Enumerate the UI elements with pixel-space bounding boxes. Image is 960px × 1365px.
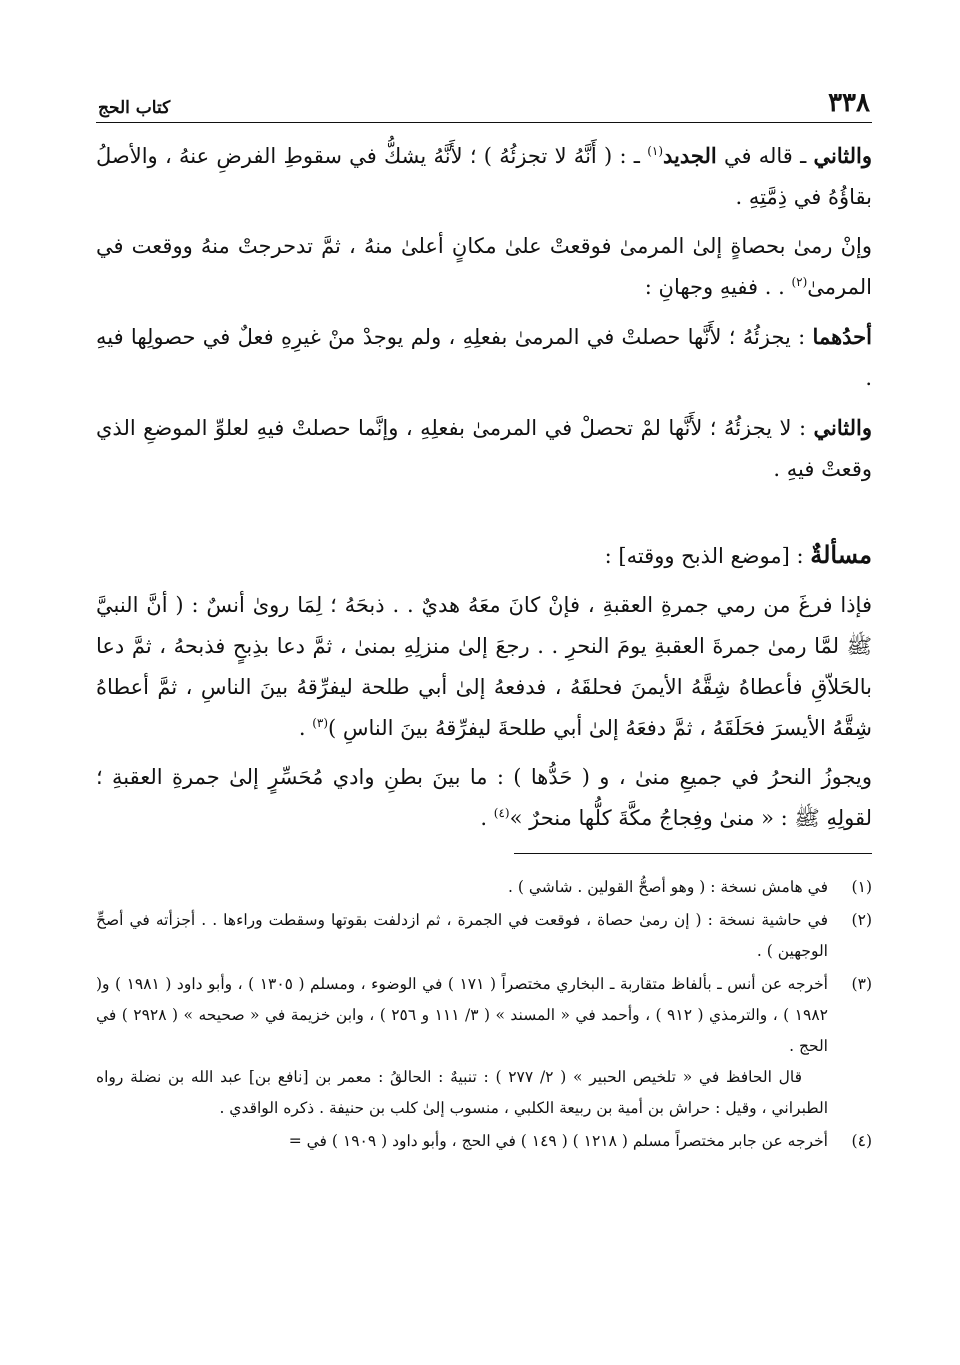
- paragraph-3-lead: أحدُهما: [812, 324, 872, 349]
- footnote-text: في حاشية نسخة : ( إن رمىٰ حصاة ، فوقعت في الجمرة ، ثم ازدلفت بقوتها وسقطت وراءها . . أجزأته في أصحِّ الوجهين ) .: [96, 911, 828, 960]
- paragraph-2-tail: . . ففيهِ وجهانِ :: [644, 275, 792, 299]
- paragraph-1-text-a: ـ قاله في: [716, 144, 814, 168]
- paragraph-1-lead: والثاني: [813, 143, 872, 168]
- paragraph-4: [96, 407, 872, 490]
- footnote-3: [96, 969, 872, 1124]
- question-word: مسألةٌ: [810, 540, 872, 569]
- footnote-ref-1[interactable]: (١): [647, 144, 664, 158]
- paragraph-6-tail: .: [480, 806, 494, 830]
- footnote-number: (١): [851, 878, 872, 896]
- paragraph-4-text: : لا يجزئُهُ ؛ لأَنَّها لمْ تحصلْ في المرمىٰ بفعلِهِ ، وإنَّما حصلتْ فيهِ لعلوِّ الموضعِ الذي وقعتْ فيهِ .: [96, 416, 872, 481]
- footnote-number: (٢): [851, 911, 872, 929]
- paragraph-3: [96, 316, 872, 399]
- book-title: كتاب الحج: [98, 98, 171, 118]
- footnote-text-continued: قال الحافظ في « تلخيص الحبير » ( ٢/ ٢٧٧ ) : تنبيهٌ : الحالقُ : معمر بن [نافع بن] عبد الله بن نضلة رواه الطبراني ، وقيل : حراش بن أمية بن ربيعة الكلبي ، منسوب إلىٰ كلب بن حنيفة . ذكره الواقدي .: [96, 1068, 828, 1117]
- footnote-text: أخرجه عن جابر مختصراً مسلم ( ١٢١٨ ) ( ١٤٩ ) في الحج ، وأبو داود ( ١٩٠٩ ) في =: [288, 1132, 828, 1150]
- footnote-number: (٤): [851, 1132, 872, 1150]
- footnote-1: [96, 872, 872, 903]
- paragraph-1-text-b: ـ : ( أَنَّهُ لا تجزئُهُ ) ؛ لأَنَّهُ يشكُّ في سقوطِ الفرضِ عنهُ ، والأصلُ بقاؤُهُ في ذِمَّتِهِ .: [96, 144, 872, 209]
- paragraph-3-text: : يجزئُهُ ؛ لأَنَّها حصلتْ في المرمىٰ بفعلِهِ ، ولم يوجدْ منْ غيرِهِ فعلٌ في حصولِها فيهِ .: [96, 325, 872, 390]
- question-heading: [96, 534, 872, 577]
- paragraph-4-lead: والثاني: [813, 415, 872, 440]
- footnote-ref-4[interactable]: (٤): [493, 806, 510, 820]
- question-title: : [موضع الذبح ووقته] :: [604, 544, 811, 568]
- footnote-2: [96, 905, 872, 967]
- footnote-text: في هامش نسخة : ( وهو أصحُّ القولين . شاشي ) .: [508, 878, 828, 896]
- footnote-ref-3[interactable]: (٣): [312, 716, 329, 730]
- paragraph-6-text: ويجوزُ النحرُ في جميعِ منىٰ ، و ( حَدُّها ) : ما بينَ بطنِ وادي مُحَسِّرٍ إلىٰ جمرةِ العقبةِ ؛ لقولِهِ ﷺ : « منىٰ وفِجاجُ مكَّةَ كلُّها منحرٌ »: [96, 765, 872, 830]
- footnote-divider: [514, 853, 872, 854]
- main-text: [96, 135, 872, 839]
- paragraph-5-text: فإذا فرغَ من رمي جمرةِ العقبةِ ، فإنْ كانَ معَهُ هديٌ . . ذبحَهُ ؛ لِمَا روىٰ أنسٌ : ( أنَّ النبيَّ ﷺ لمَّا رمىٰ جمرةَ العقبةِ يومَ النحرِ . . رجعَ إلىٰ منزلِهِ بمنىٰ ، ثمَّ دعا بذِبحٍ فذبحهُ ، ثمَّ دعا بالحَلاّقِ فأعطاهُ شِقَّهُ الأيمنَ فحلقَهُ ، فدفعهُ إلىٰ أبي طلحة ليفرِّقهُ بينَ الناسِ ، ثمَّ أعطاهُ شِقَّهُ الأيسرَ فحَلَقَهُ ، ثمَّ دفعَهُ إلىٰ أبي طلحةَ ليفرِّقهُ بينَ الناسِ ): [96, 593, 872, 740]
- footnote-number: (٣): [851, 975, 872, 993]
- footnote-4: [96, 1126, 872, 1157]
- running-head: [96, 78, 872, 123]
- page-number: ٣٣٨: [828, 88, 870, 118]
- paragraph-1: [96, 135, 872, 218]
- paragraph-1-bold: الجديد: [663, 143, 717, 168]
- paragraph-2-text: وإنْ رمىٰ بحصاةٍ إلىٰ المرمىٰ فوقعتْ علىٰ مكانٍ أعلىٰ منهُ ، ثمَّ تدحرجتْ منهُ ووقعت في المرمىٰ: [96, 234, 872, 299]
- footnote-text: أخرجه عن أنس ـ بألفاظ متقاربة ـ البخاري مختصراً ( ١٧١ ) في الوضوء ، ومسلم ( ١٣٠٥ ) ، وأبو داود ( ١٩٨١ ) و( ١٩٨٢ ) ، والترمذي ( ٩١٢ ) ، وأحمد في « المسند » ( ٣/ ١١١ و ٢٥٦ ) ، وابن خزيمة في « صحيحه » ( ٢٩٢٨ ) في الحج .: [96, 975, 828, 1055]
- paragraph-2: [96, 226, 872, 308]
- paragraph-5: [96, 585, 872, 749]
- paragraph-5-tail: .: [298, 716, 313, 740]
- footnote-ref-2[interactable]: (٢): [791, 275, 808, 289]
- paragraph-6: [96, 757, 872, 839]
- footnotes: [96, 872, 872, 1157]
